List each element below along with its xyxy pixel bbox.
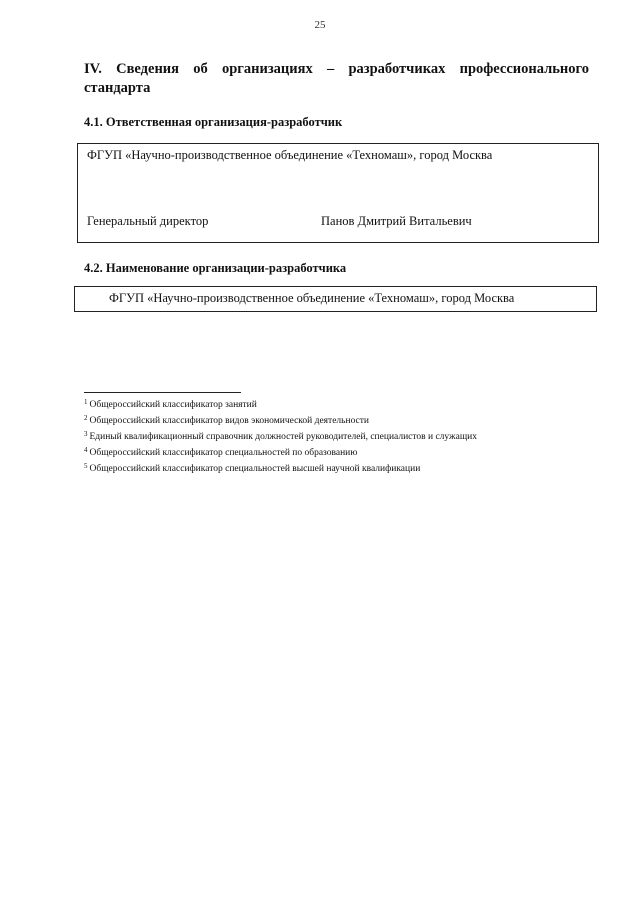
responsible-org-name: ФГУП «Научно-производственное объединение «Техномаш», город Москва xyxy=(87,148,493,162)
footnote-number: 1 xyxy=(84,398,88,406)
footnote-text: Общероссийский классификатор видов экономической деятельности xyxy=(89,416,370,426)
page-number: 25 xyxy=(314,19,326,31)
footnote-number: 3 xyxy=(84,430,88,438)
footnote-text: Единый квалификационный справочник должностей руководителей, специалистов и служащих xyxy=(89,432,477,442)
developer-org-heading: 4.2. Наименование организации-разработчика xyxy=(84,261,347,275)
footnote-item xyxy=(84,396,477,412)
responsible-org-box xyxy=(77,143,599,243)
footnote-item xyxy=(84,412,477,428)
footnote-item xyxy=(84,460,477,476)
developer-org-box xyxy=(74,286,597,312)
footnote-text: Общероссийский классификатор занятий xyxy=(89,400,257,410)
signatory-role: Генеральный директор xyxy=(87,214,209,228)
footnote-text: Общероссийский классификатор специальностей высшей научной квалификации xyxy=(89,464,421,474)
section-title-line1: IV. Сведения об организациях – разработчиках профессионального xyxy=(84,61,589,77)
responsible-org-heading: 4.1. Ответственная организация-разработчик xyxy=(84,115,343,129)
footnote-number: 5 xyxy=(84,462,88,470)
footnote-text: Общероссийский классификатор специальностей по образованию xyxy=(89,448,358,458)
developer-org-name: ФГУП «Научно-производственное объединение «Техномаш», город Москва xyxy=(109,291,515,305)
footnotes-list xyxy=(84,396,477,476)
footnote-number: 4 xyxy=(84,446,88,454)
footnote-number: 2 xyxy=(84,414,88,422)
section-title xyxy=(84,60,589,98)
footnote-item xyxy=(84,444,477,460)
footnote-separator xyxy=(84,392,241,393)
signatory-name: Панов Дмитрий Витальевич xyxy=(321,214,472,228)
footnote-item xyxy=(84,428,477,444)
section-title-line2: стандарта xyxy=(84,80,151,96)
